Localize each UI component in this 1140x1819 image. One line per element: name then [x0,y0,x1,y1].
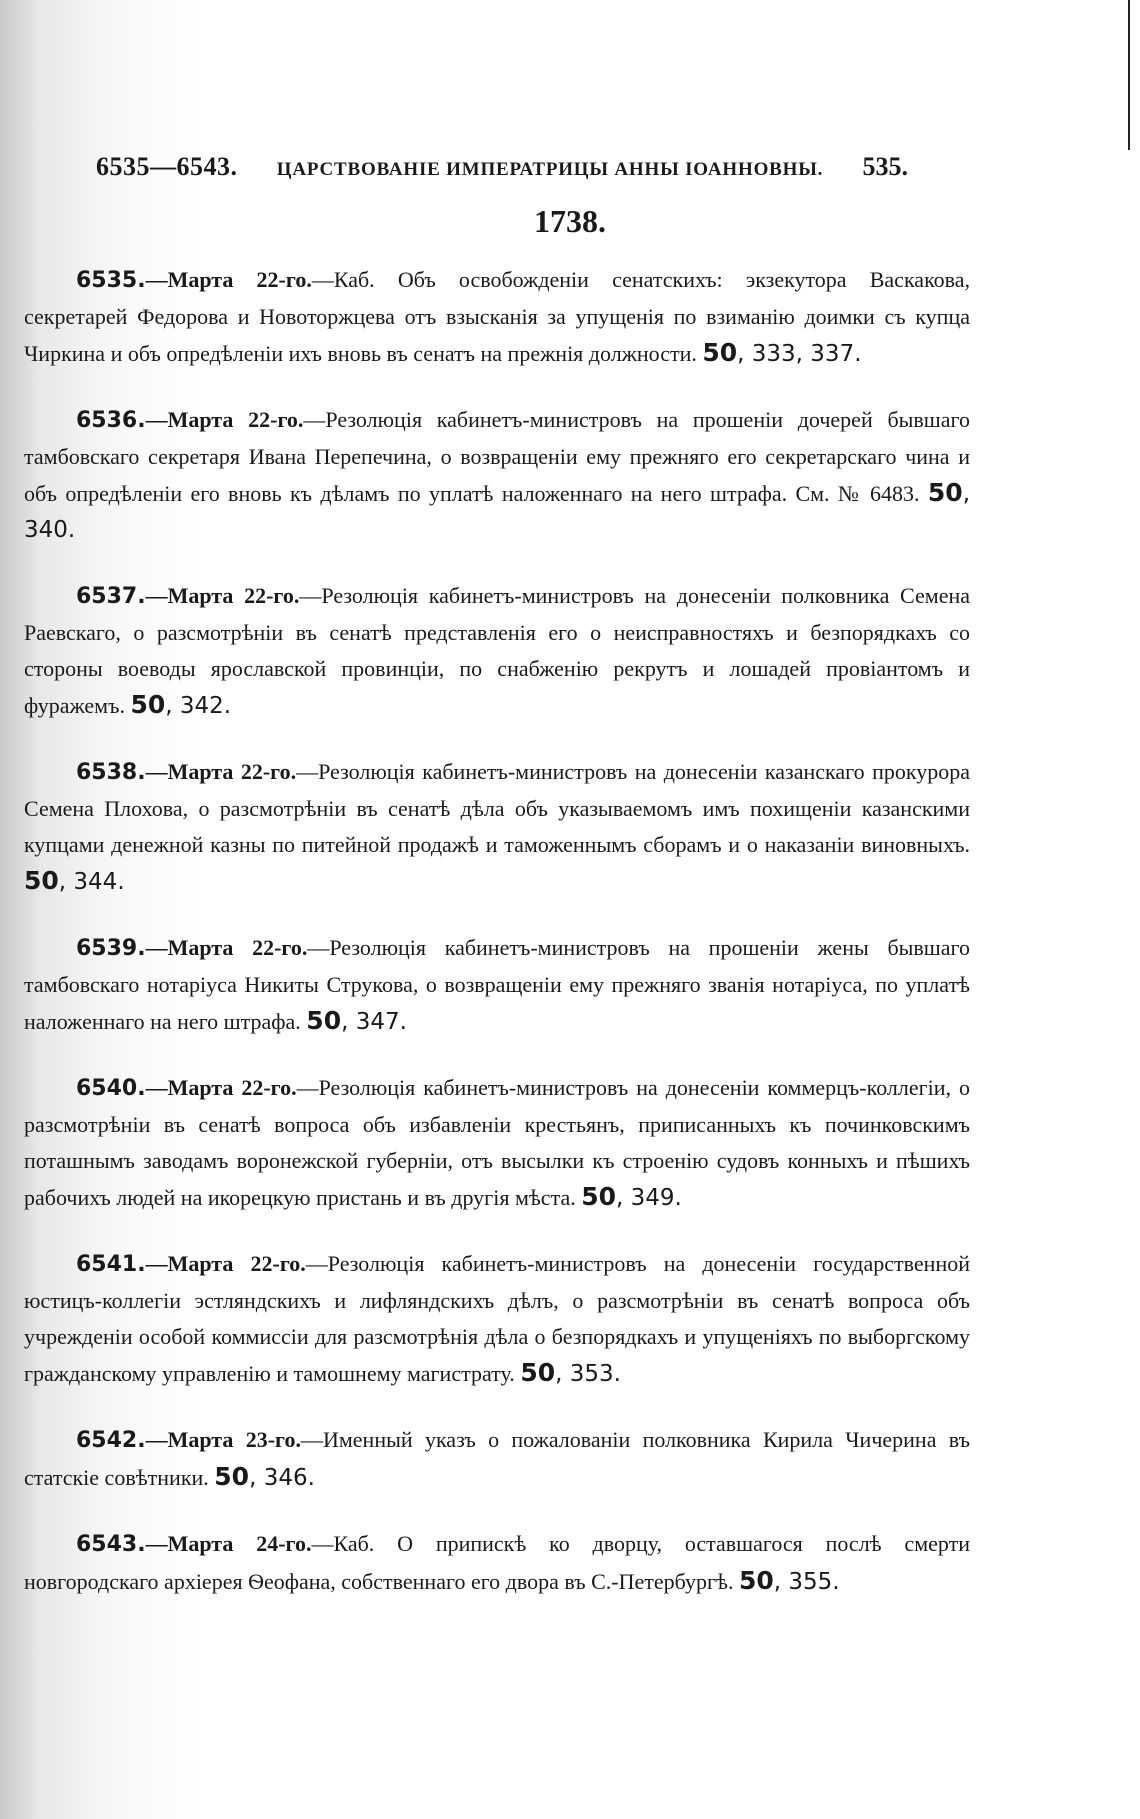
ref-pages: , 346. [249,1465,315,1491]
ref-pages: , 355. [773,1569,840,1595]
entry-text: —Резолюція кабинетъ-министровъ на прошеніи дочерей бывшаго тамбовскаго секретаря Ивана Перепечина, о возвращеніи ему прежняго его секретарскаго чина и объ опредѣленіи его вновь къ дѣламъ по уплатѣ наложеннаго на него штрафа. См. № 6483. [24,407,970,506]
entry-6538 [24,754,970,900]
entry-date: —Марта 22-го. [145,1251,306,1276]
entry-text: —Резолюція кабинетъ-министровъ на донесеніи казанскаго прокурора Семена Плохова, о разсмотрѣніи въ сенатѣ дѣла объ указываемомъ имъ похищеніи казанскими купцами денежной казны по питейной продажѣ и таможеннымъ сборамъ и о наказаніи виновныхъ. [24,759,970,857]
entry-date: —Марта 23-го. [145,1427,301,1452]
entry-date: —Марта 24-го. [145,1531,312,1556]
entry-number: 6539. [76,936,146,961]
ref-volume: 50 [738,1566,774,1595]
entry-number: 6541. [76,1252,146,1277]
entry-text: —Именный указъ о пожалованіи полковника Кирила Чичерина въ статскіе совѣтники. [24,1427,970,1490]
entry-6536 [24,402,970,548]
entry-date: —Марта 22-го. [145,407,304,432]
ref-volume: 50 [520,1358,556,1387]
ref-pages: , 333, 337. [737,341,862,367]
entry-date: —Марта 22-го. [145,759,297,784]
ref-pages: , 342. [165,693,232,719]
entry-6543 [24,1526,970,1600]
entry-text: —Резолюція кабинетъ-министровъ на донесеніи полковника Семена Раевскаго, о разсмотрѣніи въ сенатѣ представленія его о неисправностяхъ и безпорядкахъ со стороны воеводы ярославской провинціи, по снабженію рекрутъ и лошадей провіантомъ и фуражемъ. [24,583,970,718]
entry-text: —Резолюція кабинетъ-министровъ на донесеніи коммерцъ-коллегіи, о разсмотрѣніи въ сенатѣ вопроса объ избавленіи крестьянъ, приписанныхъ къ починковскимъ поташнымъ заводамъ воронежской губерніи, отъ высылки къ строенію судовъ конныхъ и пѣшихъ рабочихъ людей на икорецкую пристань и въ другія мѣста. [24,1075,971,1210]
entry-reference [581,1182,682,1211]
entry-6535 [24,262,970,372]
entry-6542 [24,1422,970,1496]
ref-volume: 50 [24,866,59,895]
entry-number: 6535. [76,268,146,293]
entry-reference [306,1006,407,1035]
page-number: 535. [862,152,908,181]
entry-number: 6537. [76,584,146,609]
ref-volume: 50 [214,1462,250,1491]
entry-number: 6536. [76,408,146,433]
entry-6537 [24,578,970,724]
ref-pages: , 340. [24,481,971,543]
entry-reference [702,338,862,367]
entry-reference [738,1566,840,1595]
ref-pages: , 347. [341,1009,407,1035]
ref-volume: 50 [702,338,738,367]
entry-range: 6535—6543. [96,152,238,181]
entry-number: 6543. [76,1532,146,1557]
entry-date: —Марта 22-го. [145,267,312,292]
entry-date: —Марта 22-го. [145,935,308,960]
entry-reference [214,1462,315,1491]
entry-reference [24,866,125,895]
entry-number: 6538. [76,760,146,785]
reign-title: ЦАРСТВОВАНІЕ ИМПЕРАТРИЦЫ АННЫ ІОАННОВНЫ. [276,159,824,180]
ref-volume: 50 [581,1182,617,1211]
entry-text: —Каб. О припискѣ ко дворцу, оставшагося послѣ смерти новгородскаго архіерея Ѳеофана, собственнаго его двора въ С.-Петербургѣ. [24,1531,970,1594]
ref-volume: 50 [306,1006,342,1035]
entry-date: —Марта 22-го. [145,583,300,608]
entry-reference [130,690,232,719]
entry-text: —Каб. Объ освобожденіи сенатскихъ: экзекутора Васкакова, секретарей Федорова и Новоторжцева отъ взысканія за упущенія по взиманію доимки съ купца Чиркина и объ опредѣленіи ихъ вновь въ сенатъ на прежнія должности. [24,267,970,366]
entry-number: 6540. [76,1076,146,1101]
ref-volume: 50 [927,478,963,507]
ref-volume: 50 [130,690,166,719]
entry-reference [520,1358,621,1387]
ref-pages: , 349. [616,1185,682,1211]
ref-pages: , 353. [555,1361,621,1387]
entry-6540 [24,1070,970,1216]
entry-date: —Марта 22-го. [145,1075,297,1100]
running-header [96,152,908,192]
entry-6539 [24,930,970,1040]
year-heading: 1738. [534,203,606,239]
scan-binding-edge [1128,0,1130,150]
entry-6541 [24,1246,970,1392]
ref-pages: , 344. [58,869,125,895]
entries-list [24,262,970,1630]
entry-number: 6542. [76,1428,146,1453]
entry-text: —Резолюція кабинетъ-министровъ на донесеніи государственной юстицъ-коллегіи эстляндскихъ и лифляндскихъ дѣлъ, о разсмотрѣніи въ сенатѣ вопроса объ учрежденіи особой коммиссіи для разсмотрѣнія дѣла о безпорядкахъ и упущеніяхъ по выборгскому гражданскому управленію и тамошнему магистрату. [24,1251,970,1386]
entry-text: —Резолюція кабинетъ-министровъ на прошеніи жены бывшаго тамбовскаго нотаріуса Никиты Струкова, о возвращеніи ему прежняго званія нотаріуса, по уплатѣ наложеннаго на него штрафа. [24,935,970,1034]
